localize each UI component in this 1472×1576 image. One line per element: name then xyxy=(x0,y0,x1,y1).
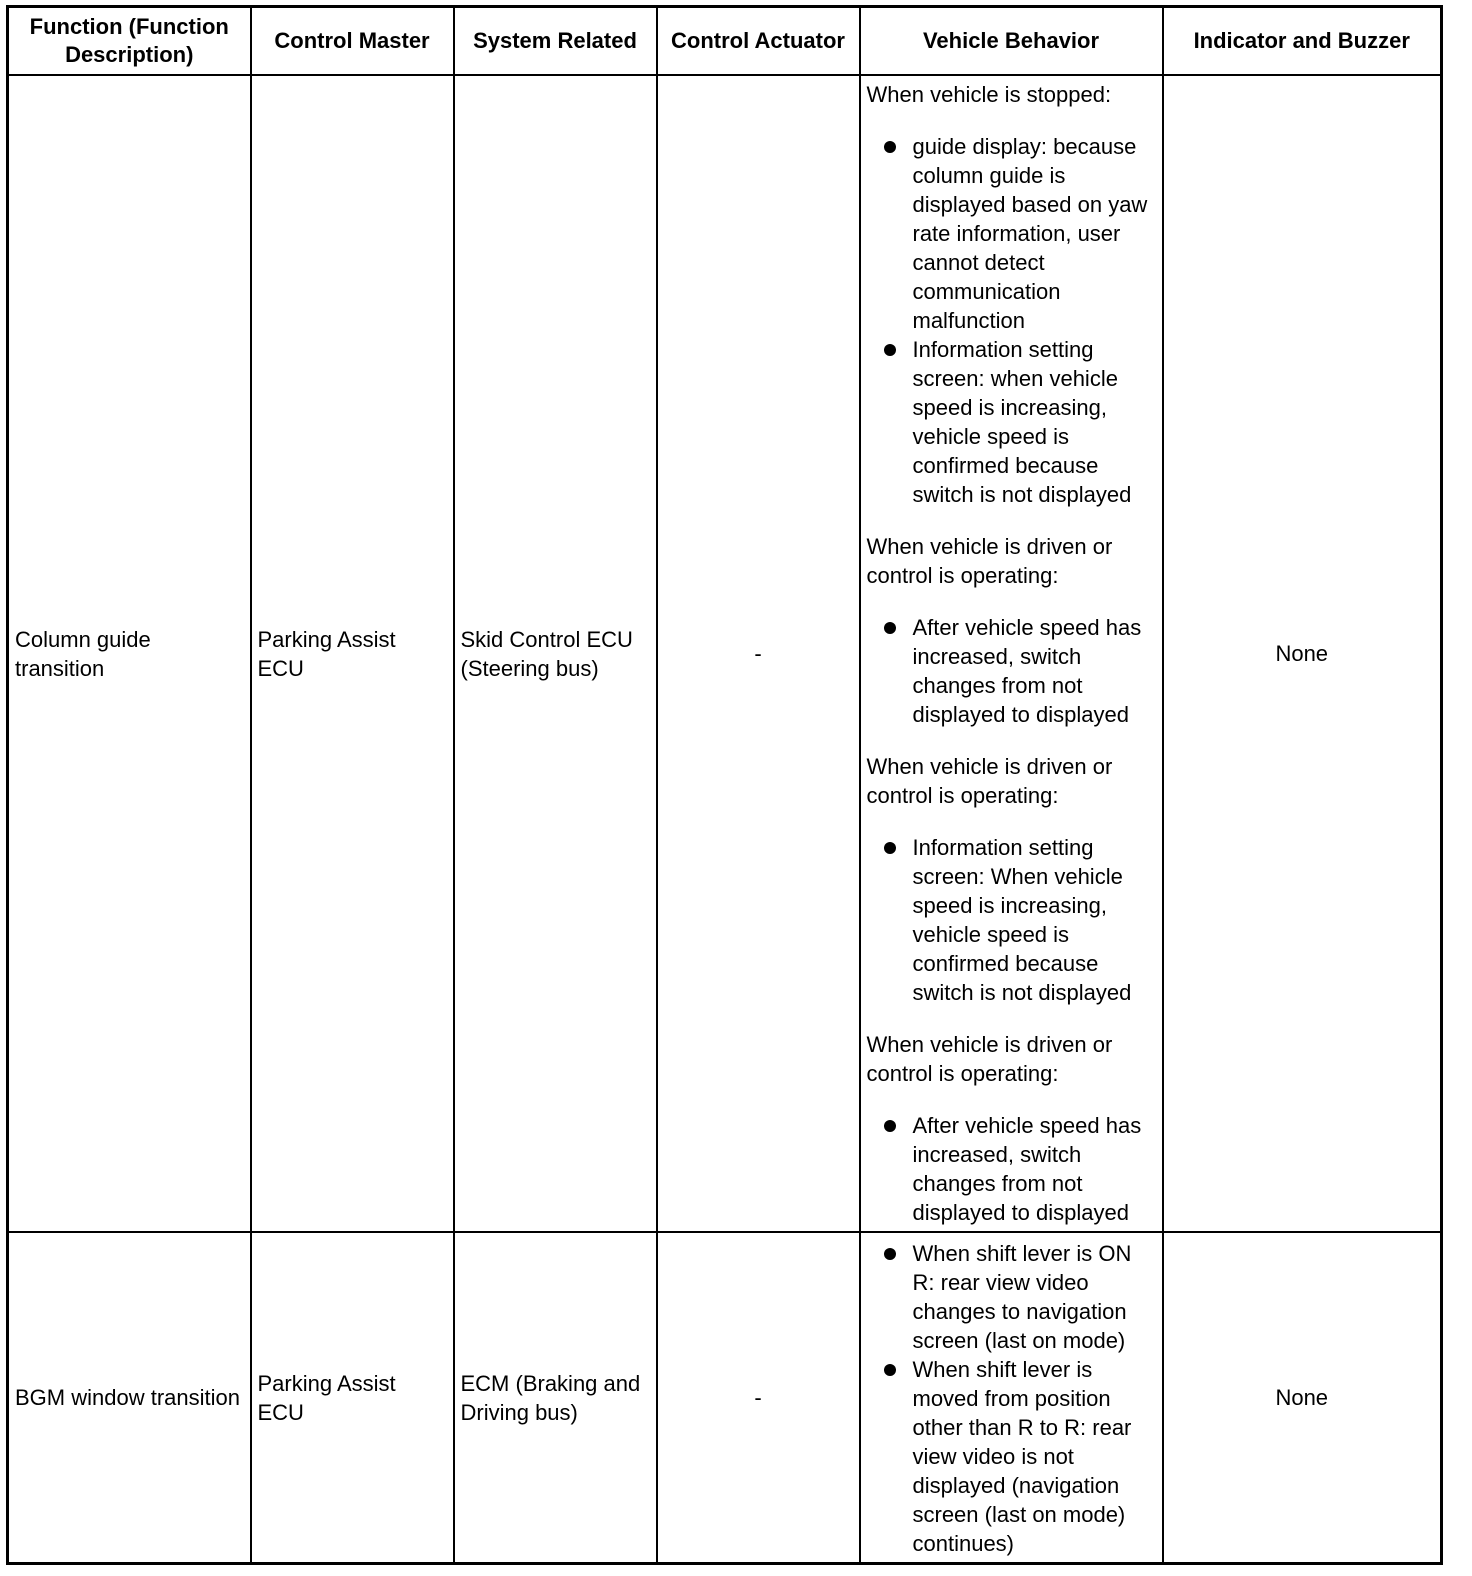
cell-control-actuator: - xyxy=(657,75,860,1232)
table-row xyxy=(8,75,1442,1232)
bullet-text: Information setting screen: when vehicle speed is increasing, vehicle speed is confirmed because switch is not displayed xyxy=(912,337,1132,507)
behavior-bullet xyxy=(867,1239,1158,1355)
cell-indicator-buzzer: None xyxy=(1163,75,1442,1232)
bullet-dot-icon xyxy=(884,344,896,356)
header-control-master: Control Master xyxy=(251,7,454,76)
bullet-dot-icon xyxy=(884,1248,896,1260)
cell-function: BGM window transition xyxy=(8,1232,251,1564)
behavior-heading: When vehicle is driven or control is operating: xyxy=(866,754,1113,808)
behavior-list xyxy=(867,613,1158,729)
behavior-heading: When vehicle is driven or control is operating: xyxy=(866,1032,1113,1086)
bullet-dot-icon xyxy=(884,141,896,153)
cell-indicator-buzzer: None xyxy=(1163,1232,1442,1564)
cell-system-related: ECM (Braking and Driving bus) xyxy=(454,1232,657,1564)
behavior-heading: When vehicle is driven or control is operating: xyxy=(866,534,1113,588)
bullet-text: After vehicle speed has increased, switch changes from not displayed to displayed xyxy=(912,615,1142,727)
behavior-bullet xyxy=(867,1111,1158,1227)
cell-control-master: Parking Assist ECU xyxy=(251,75,454,1232)
behavior-bullet xyxy=(867,335,1158,509)
header-control-actuator: Control Actuator xyxy=(657,7,860,76)
behavior-bullet xyxy=(867,1355,1158,1558)
behavior-list xyxy=(867,1239,1158,1558)
cell-control-master: Parking Assist ECU xyxy=(251,1232,454,1564)
function-spec-table xyxy=(6,5,1443,1565)
behavior-bullet xyxy=(867,833,1158,1007)
cell-vehicle-behavior xyxy=(860,1232,1163,1564)
cell-function: Column guide transition xyxy=(8,75,251,1232)
bullet-text: guide display: because column guide is displayed based on yaw rate information, user cannot detect communication malfunction xyxy=(912,134,1148,333)
bullet-text: After vehicle speed has increased, switch changes from not displayed to displayed xyxy=(912,1113,1142,1225)
behavior-list xyxy=(867,833,1158,1007)
header-vehicle-behavior: Vehicle Behavior xyxy=(860,7,1163,76)
cell-control-actuator: - xyxy=(657,1232,860,1564)
bullet-dot-icon xyxy=(884,622,896,634)
behavior-heading: When vehicle is stopped: xyxy=(866,82,1112,107)
table-row xyxy=(8,1232,1442,1564)
bullet-text: When shift lever is ON R: rear view video changes to navigation screen (last on mode) xyxy=(912,1241,1132,1353)
header-function: Function (Function Description) xyxy=(8,7,251,76)
behavior-bullet xyxy=(867,613,1158,729)
behavior-list xyxy=(867,132,1158,509)
header-system-related: System Related xyxy=(454,7,657,76)
cell-system-related: Skid Control ECU (Steering bus) xyxy=(454,75,657,1232)
bullet-text: Information setting screen: When vehicle speed is increasing, vehicle speed is confirmed because switch is not displayed xyxy=(912,835,1132,1005)
behavior-list xyxy=(867,1111,1158,1227)
behavior-bullet xyxy=(867,132,1158,335)
bullet-text: When shift lever is moved from position other than R to R: rear view video is not displayed (navigation screen (last on mode) continues) xyxy=(912,1357,1132,1556)
bullet-dot-icon xyxy=(884,842,896,854)
header-indicator-buzzer: Indicator and Buzzer xyxy=(1163,7,1442,76)
cell-vehicle-behavior xyxy=(860,75,1163,1232)
bullet-dot-icon xyxy=(884,1364,896,1376)
header-row xyxy=(8,7,1442,76)
bullet-dot-icon xyxy=(884,1120,896,1132)
